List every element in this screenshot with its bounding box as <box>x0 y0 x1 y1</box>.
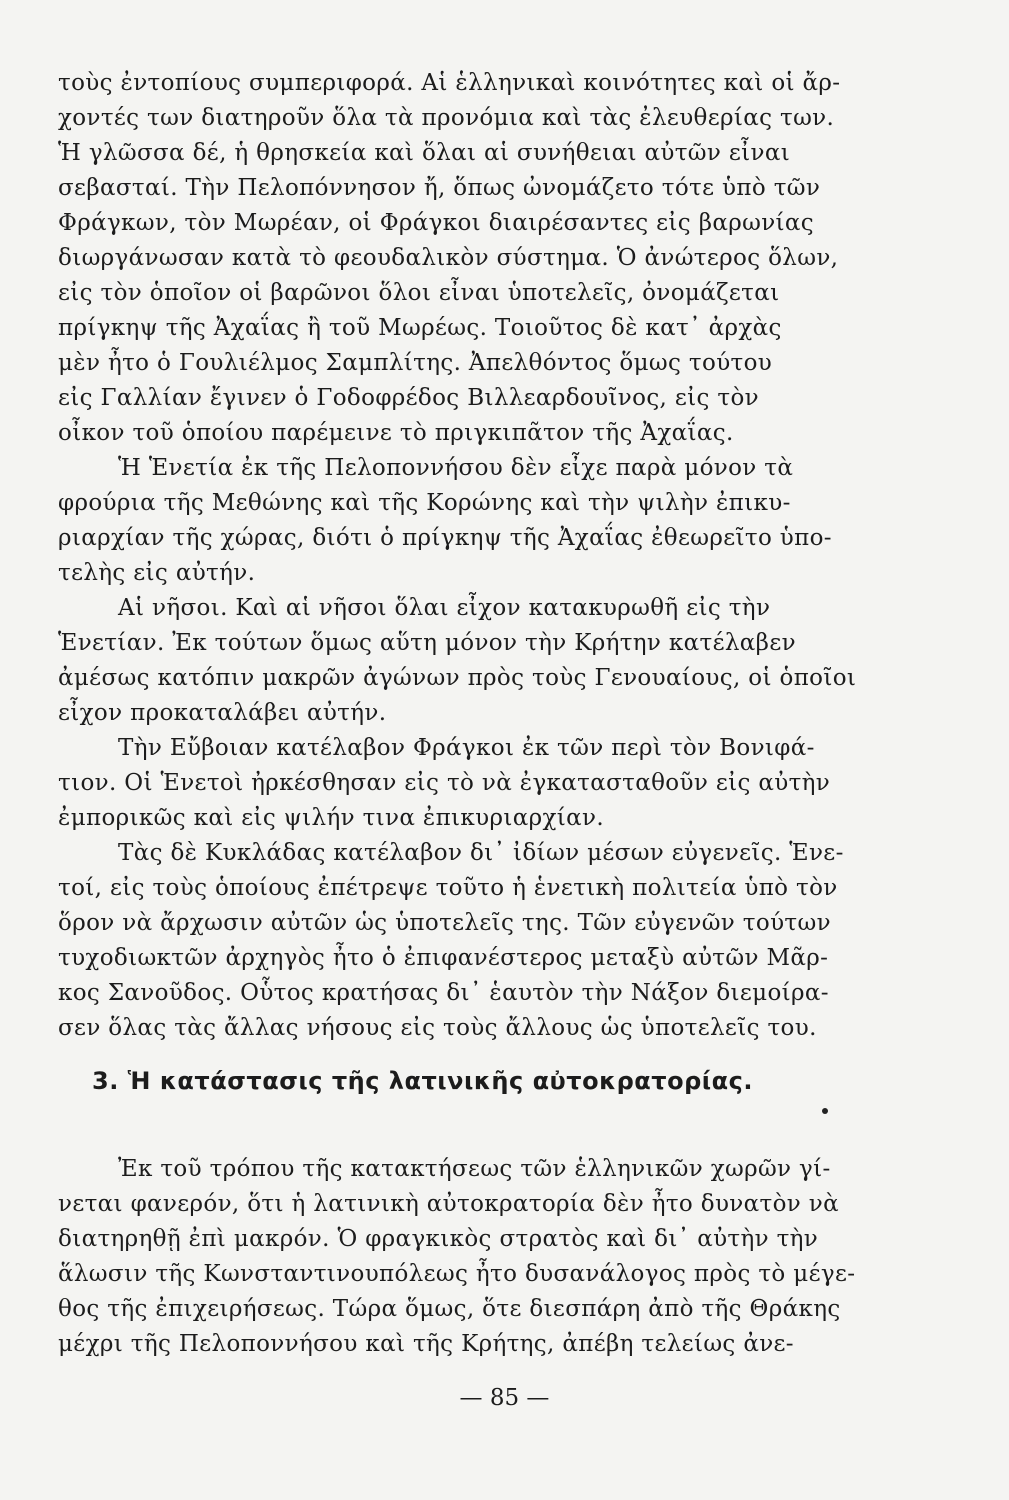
text-line: τυχοδιωκτῶν ἀρχηγὸς ἦτο ὁ ἐπιφανέστερος μεταξὺ αὐτῶν Μᾶρ- <box>58 945 829 971</box>
text-line: Ἑνετίαν. Ἐκ τούτων ὅμως αὕτη μόνον τὴν Κρήτην κατέλαβεν <box>58 630 796 656</box>
paragraph-3 <box>0 591 1009 731</box>
text-line: εἰς τὸν ὁποῖον οἱ βαρῶνοι ὅλοι εἶναι ὑποτελεῖς, ὀνομάζεται <box>58 280 780 306</box>
text-line: πρίγκηψ τῆς Ἀχαΐας ἢ τοῦ Μωρέως. Τοιοῦτος δὲ κατ᾿ ἀρχὰς <box>58 315 782 341</box>
text-line: Φράγκων, τὸν Μωρέαν, οἱ Φράγκοι διαιρέσαντες εἰς βαρωνίας <box>58 210 815 236</box>
text-line: Ἡ γλῶσσα δέ, ἡ θρησκεία καὶ ὅλαι αἱ συνήθειαι αὐτῶν εἶναι <box>58 140 791 166</box>
text-line: εἶχον προκαταλάβει αὐτήν. <box>58 700 387 726</box>
text-line: κος Σανοῦδος. Οὗτος κρατήσας δι᾿ ἑαυτὸν τὴν Νάξον διεμοίρα- <box>58 980 829 1006</box>
text-line: Ἐκ τοῦ τρόπου τῆς κατακτήσεως τῶν ἑλληνικῶν χωρῶν γί- <box>118 1156 831 1182</box>
text-line: Τὰς δὲ Κυκλάδας κατέλαβον δι᾿ ἰδίων μέσων εὐγενεῖς. Ἑνε- <box>118 840 844 866</box>
text-line: μὲν ἦτο ὁ Γουλιέλμος Σαμπλίτης. Ἀπελθόντος ὅμως τούτου <box>58 350 773 376</box>
text-line: τελὴς εἰς αὐτήν. <box>58 560 256 586</box>
section-heading: 3. Ἡ κατάστασις τῆς λατινικῆς αὐτοκρατορίας. <box>92 1067 753 1095</box>
text-line: διατηρηθῇ ἐπὶ μακρόν. Ὁ φραγκικὸς στρατὸς καὶ δι᾿ αὐτὴν τὴν <box>58 1226 819 1252</box>
text-line: τοί, εἰς τοὺς ὁποίους ἐπέτρεψε τοῦτο ἡ ἑνετικὴ πολιτεία ὑπὸ τὸν <box>58 875 838 901</box>
text-line: Αἱ νῆσοι. Καὶ αἱ νῆσοι ὅλαι εἶχον κατακυρωθῆ εἰς τὴν <box>118 595 771 621</box>
paragraph-6 <box>0 1152 1009 1362</box>
paragraph-5 <box>0 836 1009 1046</box>
text-line: τοὺς ἐντοπίους συμπεριφορά. Αἱ ἑλληνικαὶ κοινότητες καὶ οἱ ἄρ- <box>58 70 841 96</box>
text-line: μέχρι τῆς Πελοποννήσου καὶ τῆς Κρήτης, ἀπέβη τελείως ἀνε- <box>58 1331 794 1357</box>
text-line: νεται φανερόν, ὅτι ἡ λατινικὴ αὐτοκρατορία δὲν ἦτο δυνατὸν νὰ <box>58 1191 839 1217</box>
text-line: ἐμπορικῶς καὶ εἰς ψιλήν τινα ἐπικυριαρχίαν. <box>58 805 605 831</box>
page-number: — 85 — <box>459 1385 550 1411</box>
text-line: ριαρχίαν τῆς χώρας, διότι ὁ πρίγκηψ τῆς Ἀχαΐας ἐθεωρεῖτο ὑπο- <box>58 525 832 551</box>
paragraph-2 <box>0 451 1009 591</box>
text-line: ἅλωσιν τῆς Κωνσταντινουπόλεως ἦτο δυσανάλογος πρὸς τὸ μέγε- <box>58 1261 856 1287</box>
text-line: διωργάνωσαν κατὰ τὸ φεουδαλικὸν σύστημα. Ὁ ἀνώτερος ὅλων, <box>58 245 839 271</box>
text-line: θος τῆς ἐπιχειρήσεως. Τώρα ὅμως, ὅτε διεσπάρη ἀπὸ τῆς Θράκης <box>58 1296 841 1322</box>
text-line: οἶκον τοῦ ὁποίου παρέμεινε τὸ πριγκιπᾶτον τῆς Ἀχαΐας. <box>58 420 734 446</box>
text-line: ἀμέσως κατόπιν μακρῶν ἀγώνων πρὸς τοὺς Γενουαίους, οἱ ὁποῖοι <box>58 665 857 691</box>
text-line: Τὴν Εὔβοιαν κατέλαβον Φράγκοι ἐκ τῶν περὶ τὸν Βονιφά- <box>118 735 815 761</box>
paragraph-4 <box>0 731 1009 836</box>
text-line: εἰς Γαλλίαν ἔγινεν ὁ Γοδοφρέδος Βιλλεαρδουῖνος, εἰς τὸν <box>58 385 759 411</box>
text-line: χοντές των διατηροῦν ὅλα τὰ προνόμια καὶ τὰς ἐλευθερίας των. <box>58 105 835 131</box>
text-line: σεβασταί. Τὴν Πελοπόννησον ἤ, ὅπως ὠνομάζετο τότε ὑπὸ τῶν <box>58 175 821 201</box>
text-line: ὅρον νὰ ἄρχωσιν αὐτῶν ὡς ὑποτελεῖς της. Τῶν εὐγενῶν τούτων <box>58 910 831 936</box>
text-line: Ἡ Ἑνετία ἐκ τῆς Πελοποννήσου δὲν εἶχε παρὰ μόνον τὰ <box>118 455 794 481</box>
text-line: φρούρια τῆς Μεθώνης καὶ τῆς Κορώνης καὶ τὴν ψιλὴν ἐπικυ- <box>58 490 791 516</box>
print-speck <box>822 1108 828 1114</box>
paragraph-1 <box>0 66 1009 451</box>
text-line: τιον. Οἱ Ἑνετοὶ ἠρκέσθησαν εἰς τὸ νὰ ἐγκατασταθοῦν εἰς αὐτὴν <box>58 770 831 796</box>
text-line: σεν ὅλας τὰς ἄλλας νήσους εἰς τοὺς ἄλλους ὡς ὑποτελεῖς του. <box>58 1015 817 1041</box>
